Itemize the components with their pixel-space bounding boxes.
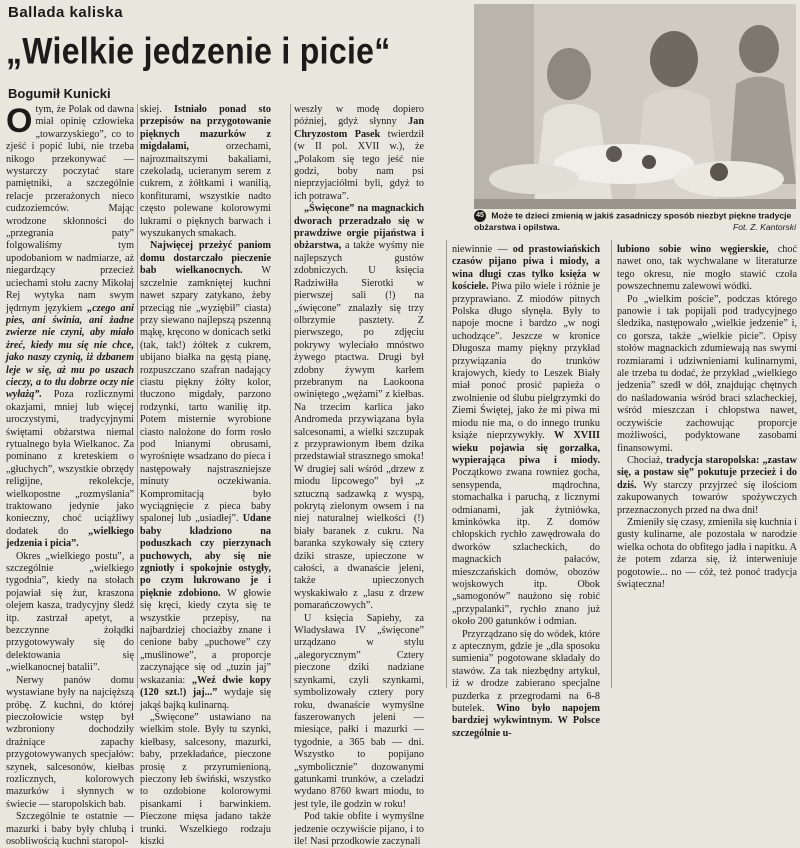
paragraph-text: orzechami, najrozmaitszymi bakaliami, czekoladą, ucieranym serem z cukrem, z żółtkami i wanilią, konfiturami, wszystkie nadto często polewane kolorowymi lukrami o pięknych barwach i wyszukanych smakach. [140, 141, 271, 240]
paragraph-text: W szczelnie zamkniętej kuchni nawet szpary zatykano, żeby przeciąg nie „wyziębił” ciasta) przy siewano najlepszą pszenną mąkę, kręcono w donicach setki (tak, tak!) żółtek z cukrem, ubijano białka na gęstą pianę, rozpuszczano szafran nadający ciastu piękny żółty kolor, tłuczono migdały, parzono rodzynki, tarto wanilię itp. Potem misternie wyrobione ciasto nalożone do form rosło pod lnianymi obrusami, wyrośnięte wsadzano do pieca i następowały najstraszniejsze minuty oczekiwania. Kompromitacją było wyciągnięcie z pieca baby spalonej lub „usiadłej”. [140, 265, 271, 525]
emphasis-text: „wielkiego jedzenia i picia”. [6, 525, 134, 550]
paragraph-text: a także wyśmy nie najlepszych gustów zdobniczych. U księcia Radziwiłła Sierotki w pierwszej sali (!) na „święcone” znalazły się trzy olbrzymie pasztety. Z pierwszego, po zdjęciu pokrywy wyleciało mnóstwo żywego ptactwa. Drugi był zdobny żywym karłem przebranym na Laokoona owiniętego „wężami” z kiełbas. Na trzecim karlica jako Andromeda przywiązana była salcesonami, a wielki szczupak z przyprawionym łbem dzika przedstawiał strasznego smoka! W drugiej sali wśród „drzew z miodu lipcowego” był „z sztuczną sadzawką z wyspą, pokrytą zielonym owsem i na niej naturalnej wielkości (!) biały baranek z cukru. Na baranka szykowały się cztery dziki strasze, upieczone w całości, a dwanaście jeleni, także upieczonych wyskakiwało z „lasu z drzew pomarańczowych”. [294, 240, 424, 612]
column-rule [611, 240, 612, 688]
paragraph-text: Piwa piło wiele i różnie je przyprawiano. Z miodów pitnych Polska długo słynęła. Były to napoje mocne i bardzo „w nogi uchodzące”. Jeszcze w kronice Długosza mamy piękny przykład przywiązania do trunków krajowych, kiedy to Leszek Biały miał ponoć prosić papieża o zwolnienie od ślubu pielgrzymki do Ziemi Świętej, jako że mi piwa mi miodu nie ma, o do innego trunku książe nieprzywykły. [452, 281, 600, 442]
column-rule [290, 104, 291, 688]
emphasis-text: od prastowiańskich czasów pijano piwa i miody, a wina długi czas tylko księża w kościele. [452, 244, 600, 293]
paragraph-text: W głowie się kręci, kiedy czyta się te wszystkie przepisy, na najbardziej chociażby znane i cenione baby „puchowe” czy „muślinowe”, a proporcje zaczynające się od „tuzin jaj” wskazania: [140, 587, 271, 686]
emphasis-text: W XVIII wieku pojawia się gorzałka, wypierająca piwa i miody. [452, 430, 600, 466]
byline: Bogumił Kunicki [8, 86, 111, 101]
paragraph: Okres „wielkiego postu”, a szczególnie „wielkiego tygodnia”, kiedy na stołach pojawiał się żur, kraszona olejem kasza, tradycyjny śledź itp. zastrzał apetyt, a bezczynne żołądki przygotowywały się do delektowania się „wielkanocnej batalii”. [6, 550, 134, 674]
emphasis-text: lubiono sobie wino węgierskie, [617, 244, 769, 255]
paragraph-text: choć nawet ono, tak wychwalane w literaturze tego okresu, nie mogło stawić czoła powszechnemu zalewowi wódki. [617, 244, 798, 293]
emphasis-text: Jan Chryzostom Pasek [294, 116, 424, 140]
photo-children [474, 4, 796, 209]
paragraph: U księcia Sapiehy, za Władysława IV „święcone” urządzano w stylu „alegorycznym” Cztery pieczone dziki nadziane szynkami, czyli szynkami, symbolizowały cztery pory roku, dwanaście wymyślne faszerowanych jeleni — miesiące, pałki i mazurki — tygodnie, a 365 bab — dni. Wszystko to popijano „symbolicznie” dozowanymi gatunkami trunków, a czeladzi wydano 8760 kwart miodu, to jest tyle, ile godzin w roku! [294, 612, 424, 810]
photo-illustration [474, 4, 796, 209]
paragraph-text: skiej. [140, 104, 175, 115]
photo-credit: Fot. Z. Kantorski [732, 222, 796, 232]
paragraph-text: weszły w modę dopiero później, gdyż słynny [294, 104, 424, 128]
paragraph: Szczególnie te ostatnie — mazurki i baby były chlubą i osobliwością kuchni staropol- [6, 811, 134, 847]
drop-cap: O [6, 102, 33, 140]
quote-text: „czego ani pies, ani świnia, ani żadne zwierze nie czyni, aby miało żreć, kiedy mu się nie chce, jako naszy czynią, iż dzbanem leje w się, aż mu po uszach cieczy, a to tłu dobrze oczy nie wyłażą”. [6, 302, 134, 401]
article-column-3 [294, 104, 424, 847]
emphasis-text: Najwięcej przeżyć paniom domu dostarczało pieczenie bab wielkanocnych. [140, 240, 271, 277]
paragraph: Po „wielkim poście”, podczas którego panowie i tak popijali pod tradycyjnego śledzika, następowało „wielkie jedzenie” i, co gorsza, także „wielkie picie”. Opisy stołów magnackich zdumiewają nas swymi rozmiarami i udziwnieniami kulinarnymi, ale trzeba tu dodać, że przykład „wielkiego jedzenia” szedł w dół, znajdując chętnych do naśladowania wśród braci szlacheckiej, wśród mieszczan i chłopstwa nawet, oczywiście zachowując proporcje możliwości, podyktowane zasobami finansowymi. [617, 293, 797, 454]
paragraph-text: Przyrządzano się do wódek, które z aptecznym, gdzie je „dla sposoku sumienia” pogotowane składały do stawów. Za tak niezbędny artykuł, iż w drodze zabierano specjalne puzderka z przegrodami na 6-8 butelek. [452, 628, 600, 715]
paragraph: „Święcone” ustawiano na wielkim stole. Były tu szynki, kiełbasy, salcesony, mazurki, baby, przekładańce, pieczone prosię z przyrumienioną, pieczony łeb świński, wszystko to ozdobione kolorowymi pisankami i barwinkiem. Pieczone mięsa jadano także trunki. Wszelkiego rodzaju kiszki [140, 711, 271, 847]
column-rule [137, 104, 138, 688]
emphasis-text: Wino było napojem bardziej wykwintnym. W Polsce szczególnie u- [452, 703, 600, 739]
paragraph-text: niewinnie — [452, 244, 513, 255]
article-column-2 [140, 104, 271, 847]
article-column-1 [6, 102, 134, 847]
paragraph-text: twierdził (w II pol. XVII w.), że „Polakom się tego jeść nie godzi, boby nam psi nieprzyjaciółmi byli, gdyż to ich potrawa”. [294, 128, 424, 202]
emphasis-text: „Święcone” na magnackich dworach przeradzało się w prawdziwe orgie pijaństwa i obżarstwa, [294, 203, 424, 252]
paragraph: Zmieniły się czasy, zmieniła się kuchnia i gusty kulinarne, ale pozostała w narodzie wielka ochota do obfitego jadła i napitku. A że potem zdarza się, iż interweniuje pogotowie... no — cóż, też ponoć tradycja świąteczna! [617, 516, 797, 590]
emphasis-text: Udane baby kładziono na poduszkach czy pierzynach puchowych, aby się nie zgniotły i spokojnie ostygły, po czym lukrowano je i pięknie zdobiono. [140, 513, 271, 599]
kicker: Ballada kaliska [8, 4, 124, 21]
paragraph-text: Poza rozlicznymi okazjami, mniej lub więcej uroczystymi, tradycyjnymi świętami obżarstwa niemal rytualnego była Wielkanoc. Za pominano z kreteskiem o „głuchych”, wszystkie obrzędy religijne, rekolekcje, wielkopostne „rozmyślania” traktowano jedynie jako konieczny, choć uciążliwy dodatek do [6, 389, 134, 537]
emphasis-text: Istniało ponad sto przepisów na przygotowanie pięknych mazurków z migdałami, [140, 104, 271, 153]
photo-number: 45 [474, 210, 486, 222]
photo-caption [474, 210, 796, 233]
emphasis-text: tradycja staropolska: „zastaw się, a postaw się” pokutuje przecież i do dziś. [617, 454, 797, 491]
photo-caption-text: Może te dzieci zmienią w jakiś zasadniczy sposób niezbyt piękne tradycje obżarstwa i opilstwa. [474, 210, 792, 232]
paragraph-text: Początkowo zwana rowniez gocha, sensypenda, mądrochna, stomachalka i paruchą, z licznymi odmianami, jak żytniówka, kminkówka itp. Z domów chłopskich rychło zawędrowała do dworków szlacheckich, do magnackich pałaców, mieszczańskich domów, obozów wojskowych itp. Obok „samogonów” naużono się robić „przypalanki”, rychło znano już około 200 gatunków i odmian. [452, 467, 600, 628]
article-column-5 [617, 244, 797, 688]
headline: „Wielkie jedzenie i picie“ [6, 30, 391, 72]
column-rule [446, 240, 447, 688]
paragraph-text: wydaje się jakąś bajką kulinarną. [140, 687, 271, 711]
paragraph: Nerwy panów domu wystawiane były na najcięższą próbę. Z kuchni, do której pieczołowicie wstęp był wzbroniony dochodziły drażniące zapachy przygotowywanych specjałów: szynek, salcesonów, kiełbas rozlicznych, kolorowych mazurków i słynnych w świecie — staropolskich bab. [6, 674, 134, 810]
paragraph-text: tym, że Polak od dawna miał opinię człowieka „towarzyskiego”, co to zjeść i popić lubi, nie trzeba nikogo przekonywać — wystarczy poczytać stare pamiętniki, a szczególnie relacje przerażonych nieco cudzoziemców. Mając wrodzone skłonności do „przegrania paty” folgowaliśmy tym upodobaniom w nadmiarze, aż niegardzący przecież uciechami stołu zacny Mikołaj Rej wytyka nam swym jędrnym językiem [6, 104, 134, 314]
article-column-4 [452, 244, 600, 739]
emphasis-text: „Weź dwie kopy (120 szt.!) jaj...” [140, 674, 271, 699]
paragraph: Pod takie obfite i wymyślne jedzenie oczywiście pijano, i to ile! Nasi przodkowie zaczynali [294, 811, 424, 847]
paragraph-text: Chociaż, [627, 454, 666, 466]
paragraph-text: Wy starczy przyjrzeć się ilościom zakupowanych towarów spożywczych przeznaczonych przed na dwa dni! [617, 479, 797, 516]
